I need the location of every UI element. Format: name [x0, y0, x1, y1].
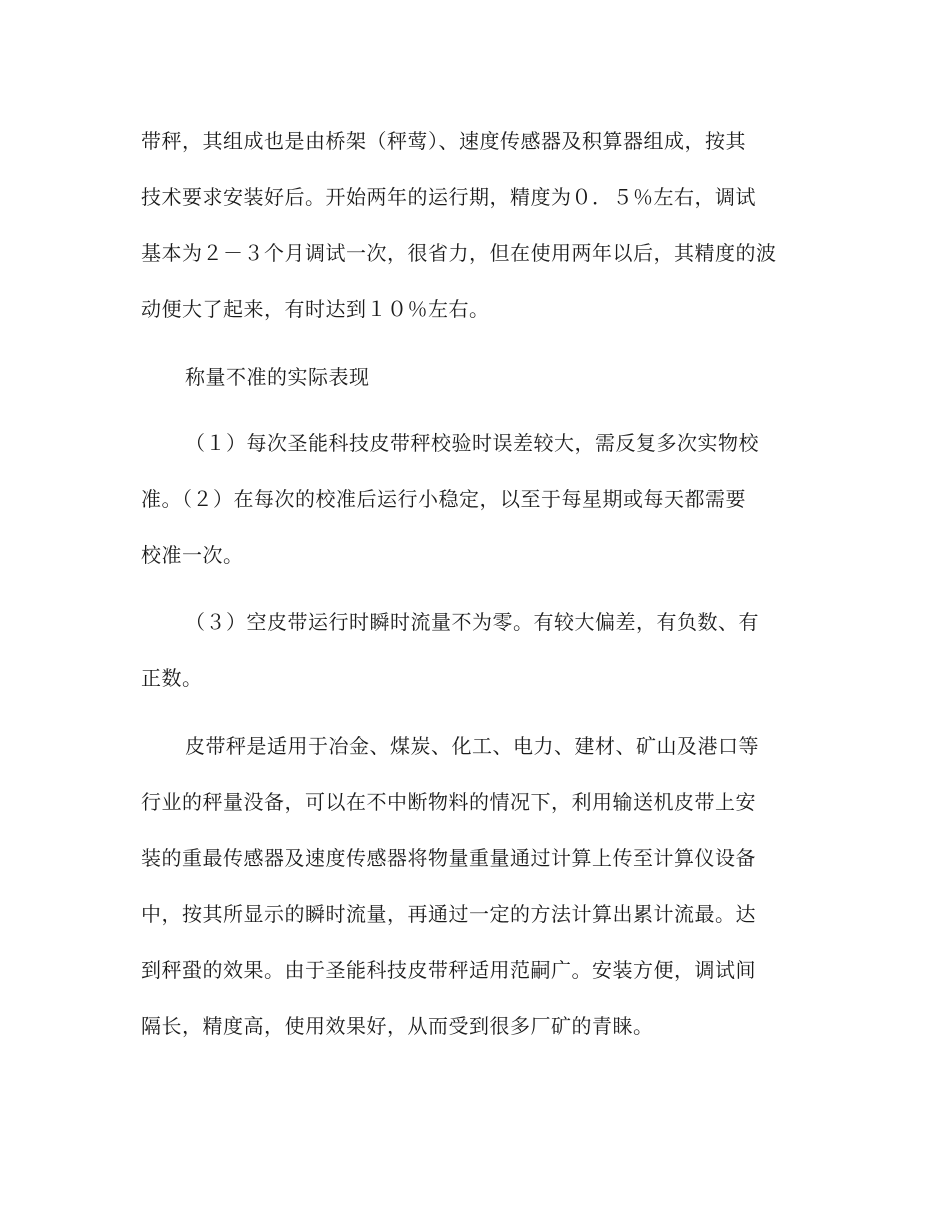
- section-heading: [141, 349, 809, 405]
- paragraph-line: 校准一次。: [141, 543, 244, 567]
- paragraph-line: 装的重最传感器及速度传感器将物量重量通过计算上传至计算仪设备: [141, 846, 756, 870]
- paragraph-summary: [141, 718, 809, 1054]
- paragraph-item-3: [141, 594, 809, 706]
- paragraph-line: 隔长，精度高，使用效果好，从而受到很多厂矿的青睐。: [141, 1014, 654, 1038]
- paragraph-line: 中，按其所显示的瞬时流量，再通过一定的方法计算出累计流最。达: [141, 902, 756, 926]
- paragraph-line: 带秤，其组成也是由桥架（秤莺）、速度传感器及积算器组成，按其: [141, 129, 746, 153]
- paragraph-line: 行业的秤量没备，可以在不中断物料的情况下，利用输送机皮带上安: [141, 790, 756, 814]
- paragraph-line: 正数。: [141, 666, 203, 690]
- paragraph-line: 皮带秤是适用于冶金、煤炭、化工、电力、建材、矿山及港口等: [185, 734, 759, 758]
- paragraph-line: （３）空皮带运行时瞬时流量不为零。有较大偏差，有负数、有: [185, 610, 759, 634]
- paragraph-line: 准。（２）在每次的校准后运行小稳定，以至于每星期或每天都需要: [141, 487, 746, 511]
- heading-line: 称量不准的实际表现: [185, 365, 370, 389]
- paragraph-line: 技术要求安装好后。开始两年的运行期，精度为０．５％左右，调试: [141, 185, 756, 209]
- paragraph-line: 基本为２－３个月调试一次，很省力，但在使用两年以后，其精度的波: [141, 241, 777, 265]
- paragraph-intro: [141, 113, 809, 337]
- paragraph-line: 动便大了起来，有时达到１０％左右。: [141, 297, 490, 321]
- paragraph-line: （１）每次圣能科技皮带秤校验时误差较大，需反复多次实物校: [185, 431, 759, 455]
- paragraph-line: 到秤蛩的效果。由于圣能科技皮带秤适用范嗣广。安装方便，调试间: [141, 958, 756, 982]
- paragraph-items-1-2: [141, 415, 809, 583]
